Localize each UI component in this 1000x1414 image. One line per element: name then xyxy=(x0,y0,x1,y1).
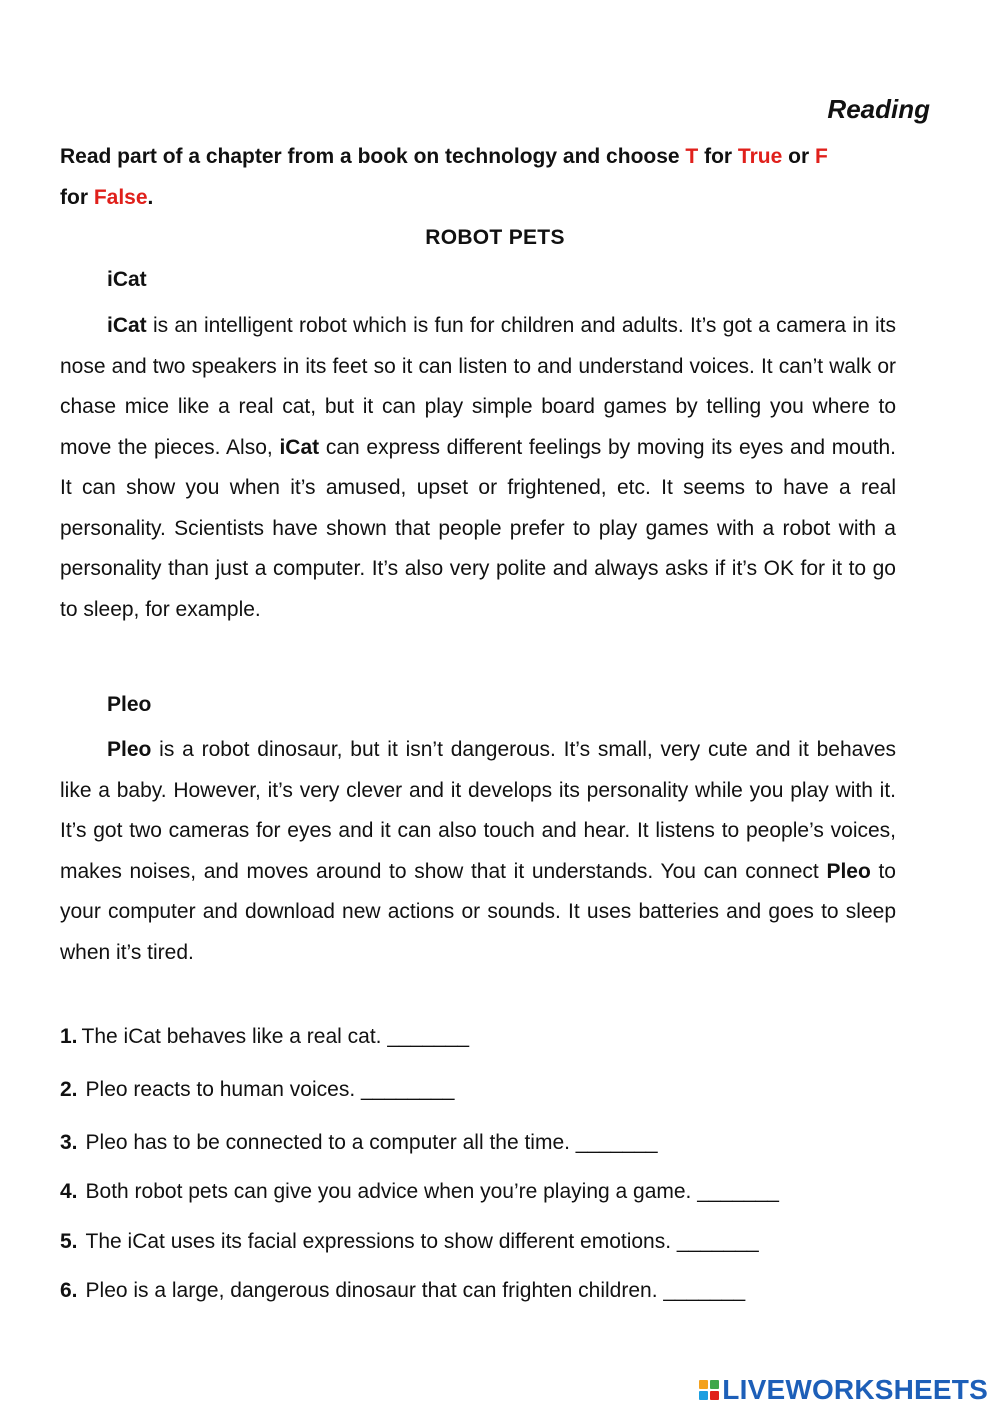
question-item-6 xyxy=(60,1279,745,1303)
pleo-text-1: is a robot dinosaur, but it isn’t dangerous. It’s small, very cute and it behaves like a baby. However, it’s very clever and it develops its personality while you play with it. It’s got two cameras for eyes and it can also touch and hear. It listens to people’s voices, makes noises, and moves around to show that it understands. You can connect xyxy=(60,738,896,883)
question-item-1 xyxy=(60,1025,469,1049)
question-item-5 xyxy=(60,1230,759,1254)
instruction-t-letter: T xyxy=(685,145,699,168)
instruction-for2: for xyxy=(60,186,94,209)
pleo-name-bold: Pleo xyxy=(107,738,152,761)
instruction-f-letter: F xyxy=(814,145,828,168)
icat-name-bold-2: iCat xyxy=(279,435,320,459)
question-text[interactable]: Pleo reacts to human voices. ________ xyxy=(85,1078,455,1101)
instruction-part1: Read part of a chapter from a book on technology and choose xyxy=(60,145,686,168)
question-number: 2. xyxy=(60,1078,78,1101)
question-text[interactable]: Pleo has to be connected to a computer all the time. _______ xyxy=(85,1131,658,1154)
question-number: 4. xyxy=(60,1180,78,1203)
icat-name-bold: iCat xyxy=(107,314,147,337)
question-number: 5. xyxy=(60,1230,78,1253)
instruction-true-word: True xyxy=(737,145,783,168)
icat-paragraph xyxy=(60,306,896,630)
icat-text-2: can express different feelings by moving its eyes and mouth. It can show you when it’s amused, upset or frightened, etc. It seems to have a real personality. Scientists have shown that people prefer to play games with a robot with a personality than just a computer. It’s also very polite and always asks if it’s OK for it to go to sleep, for example. xyxy=(60,435,896,621)
instruction-false-word: False xyxy=(93,186,148,209)
logo-blocks-icon xyxy=(699,1380,719,1400)
instruction-or: or xyxy=(782,145,815,168)
logo-text: LIVEWORKSHEETS xyxy=(722,1374,988,1405)
icat-text-1: is an intelligent robot which is fun for children and adults. It’s got a camera in its nose and two speakers in its feet so it can listen to and understand voices. It can’t walk or chase mice like a real cat, but it can play simple board games by telling you where to move the pieces. Also, xyxy=(60,314,896,459)
question-item-3 xyxy=(60,1131,658,1155)
pleo-section-title: Pleo xyxy=(107,693,152,716)
question-item-4 xyxy=(60,1180,779,1204)
pleo-name-bold-2: Pleo xyxy=(826,859,871,883)
question-text[interactable]: The iCat behaves like a real cat. _______ xyxy=(81,1025,470,1048)
question-number: 3. xyxy=(60,1131,78,1154)
liveworksheets-logo xyxy=(699,1374,988,1406)
question-text[interactable]: Pleo is a large, dangerous dinosaur that can frighten children. _______ xyxy=(85,1279,746,1302)
instruction-for1: for xyxy=(698,145,738,168)
story-title: ROBOT PETS xyxy=(425,226,565,249)
question-number: 1. xyxy=(60,1025,78,1048)
question-item-2 xyxy=(60,1078,454,1102)
pleo-text-2: to your computer and download new actions or sounds. It uses batteries and goes to sleep when it’s tired. xyxy=(60,859,896,964)
instruction-end: . xyxy=(147,186,154,209)
question-number: 6. xyxy=(60,1279,78,1302)
page-heading: Reading xyxy=(827,94,930,124)
question-text[interactable]: Both robot pets can give you advice when you’re playing a game. _______ xyxy=(85,1180,779,1203)
instruction-text xyxy=(60,136,932,218)
pleo-paragraph xyxy=(60,730,896,973)
question-text[interactable]: The iCat uses its facial expressions to show different emotions. _______ xyxy=(85,1230,759,1253)
icat-section-title: iCat xyxy=(107,268,147,291)
